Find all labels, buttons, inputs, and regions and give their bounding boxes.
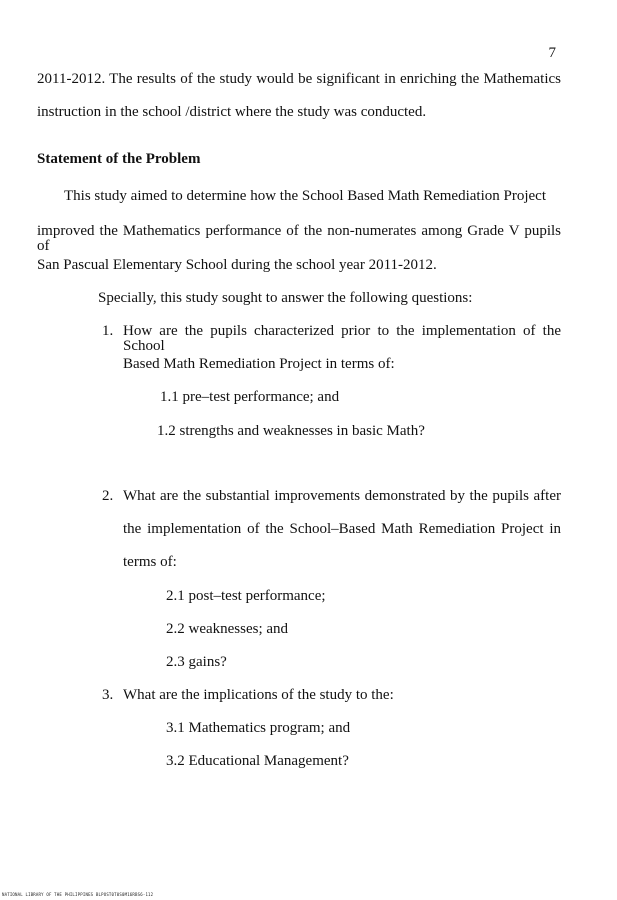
para-line-2: improved the Mathematics performance of the non-numerates among Grade V pupils of bbox=[37, 223, 561, 254]
question-2-line-3: terms of: bbox=[123, 554, 177, 570]
sub-item-3-1: 3.1 Mathematics program; and bbox=[166, 720, 351, 736]
intro-line-1: 2011-2012. The results of the study would be significant in enriching the Mathematics bbox=[37, 71, 561, 87]
intro-line-2: instruction in the school /district where the study was conducted. bbox=[37, 104, 427, 120]
specially-line: Specially, this study sought to answer the following questions: bbox=[98, 290, 473, 306]
question-2-line-1: What are the substantial improvements demonstrated by the pupils after bbox=[123, 488, 561, 504]
question-2-number: 2. bbox=[102, 488, 114, 504]
sub-item-1-2: 1.2 strengths and weaknesses in basic Math? bbox=[157, 423, 425, 439]
question-1-line-2: Based Math Remediation Project in terms of: bbox=[123, 356, 395, 372]
page-number: 7 bbox=[548, 45, 556, 61]
question-1-number: 1. bbox=[102, 323, 114, 339]
sub-item-3-2: 3.2 Educational Management? bbox=[166, 753, 349, 769]
question-2-line-2: the implementation of the School–Based Math Remediation Project in bbox=[123, 521, 561, 537]
library-footer: NATIONAL LIBRARY OF THE PHILIPPINES BLPOST0T0S0M16RBS6-112 bbox=[2, 892, 154, 897]
question-3-number: 3. bbox=[102, 687, 114, 703]
sub-item-2-1: 2.1 post–test performance; bbox=[166, 588, 326, 604]
section-heading: Statement of the Problem bbox=[37, 151, 201, 167]
sub-item-2-3: 2.3 gains? bbox=[166, 654, 227, 670]
question-1-line-1: How are the pupils characterized prior to the implementation of the School bbox=[123, 323, 561, 354]
para-line-1: This study aimed to determine how the School Based Math Remediation Project bbox=[64, 188, 546, 204]
sub-item-1-1: 1.1 pre–test performance; and bbox=[160, 389, 340, 405]
sub-item-2-2: 2.2 weaknesses; and bbox=[166, 621, 289, 637]
para-line-3: San Pascual Elementary School during the school year 2011-2012. bbox=[37, 257, 437, 273]
question-3-line-1: What are the implications of the study to the: bbox=[123, 687, 394, 703]
